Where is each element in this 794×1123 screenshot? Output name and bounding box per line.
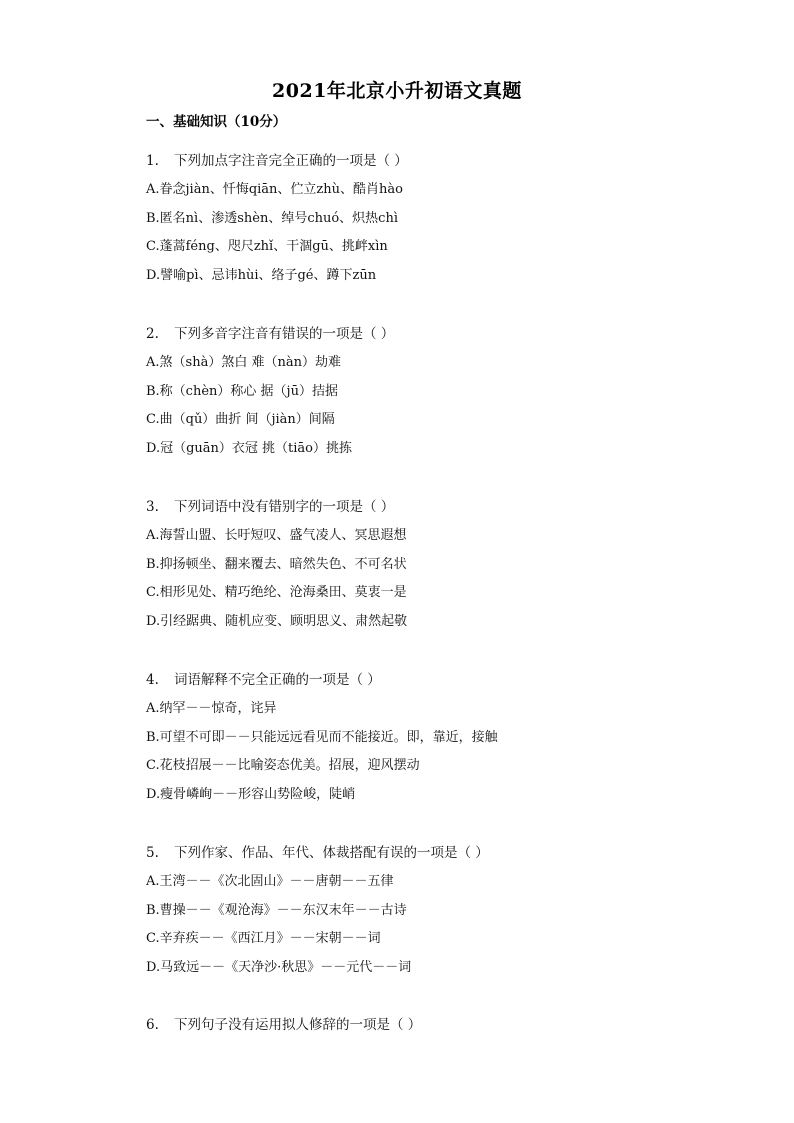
option-d: D.譬喻pì、忌讳hùi、络子gé、蹲下zūn xyxy=(146,268,377,284)
option-a: A.纳罕－－惊奇，诧异 xyxy=(146,701,277,716)
question-text: 词语解释不完全正确的一项是（ ） xyxy=(174,672,381,688)
question-4 xyxy=(146,670,686,814)
question-number: 3. xyxy=(146,499,159,515)
option-c: C.辛弃疾－－《西江月》－－宋朝－－词 xyxy=(146,931,381,947)
question-number: 5. xyxy=(146,845,159,861)
option-b: B.曹操－－《观沧海》－－东汉末年－－古诗 xyxy=(146,902,407,918)
question-stem xyxy=(146,151,686,171)
question-text: 下列词语中没有错别字的一项是（ ） xyxy=(174,499,395,515)
question-number: 1. xyxy=(146,153,159,169)
question-text: 下列加点字注音完全正确的一项是（ ） xyxy=(174,153,408,169)
option-d: D.引经踞典、随机应变、顾明思义、肃然起敬 xyxy=(146,614,408,630)
question-2 xyxy=(146,324,686,468)
question-number: 6. xyxy=(146,1017,159,1033)
question-1 xyxy=(146,151,686,295)
option-d: D.马致远－－《天净沙·秋思》－－元代－－词 xyxy=(146,960,412,976)
question-number: 4. xyxy=(146,672,159,688)
option-c: C.曲（qǔ）曲折 间（jiàn）间隔 xyxy=(146,412,335,428)
option-a: A.煞（shà）煞白 难（nàn）劫难 xyxy=(146,355,341,370)
question-stem xyxy=(146,497,686,517)
option-a: A.王湾－－《次北固山》－－唐朝－－五律 xyxy=(146,874,394,889)
question-stem xyxy=(146,324,686,344)
question-stem xyxy=(146,843,686,863)
option-b: B.可望不可即－－只能远远看见而不能接近。即，靠近，接触 xyxy=(146,729,498,745)
option-b: B.称（chèn）称心 据（jū）拮据 xyxy=(146,383,338,399)
option-a: A.海誓山盟、长吁短叹、盛气凌人、冥思遐想 xyxy=(146,528,407,543)
option-a: A.眷念jiàn、忏悔qiān、伫立zhù、酷肖hào xyxy=(146,182,403,197)
question-number: 2. xyxy=(146,326,159,342)
question-6 xyxy=(146,1015,686,1044)
option-c: C.花枝招展－－比喻姿态优美。招展，迎风摆动 xyxy=(146,758,420,774)
option-b: B.匿名nì、渗透shèn、绰号chuó、炽热chì xyxy=(146,210,398,226)
option-c: C.蓬蒿féng、咫尺zhǐ、干涸gū、挑衅xìn xyxy=(146,239,388,255)
question-stem xyxy=(146,1015,686,1035)
section-heading: 一、基础知识（10分） xyxy=(146,114,287,130)
option-c: C.相形见处、精巧绝纶、沧海桑田、莫衷一是 xyxy=(146,585,407,601)
question-text: 下列句子没有运用拟人修辞的一项是（ ） xyxy=(174,1017,422,1033)
question-5 xyxy=(146,843,686,987)
question-text: 下列多音字注音有错误的一项是（ ） xyxy=(174,326,395,342)
question-text: 下列作家、作品、年代、体裁搭配有误的一项是（ ） xyxy=(174,845,489,861)
question-3 xyxy=(146,497,686,641)
document-title: 2021年北京小升初语文真题 xyxy=(272,80,522,102)
question-stem xyxy=(146,670,686,690)
option-b: B.抑扬顿坐、翻来覆去、暗然失色、不可名状 xyxy=(146,556,407,572)
option-d: D.瘦骨嶙峋－－形容山势险峻，陡峭 xyxy=(146,787,356,803)
option-d: D.冠（guān）衣冠 挑（tiāo）挑拣 xyxy=(146,441,353,457)
